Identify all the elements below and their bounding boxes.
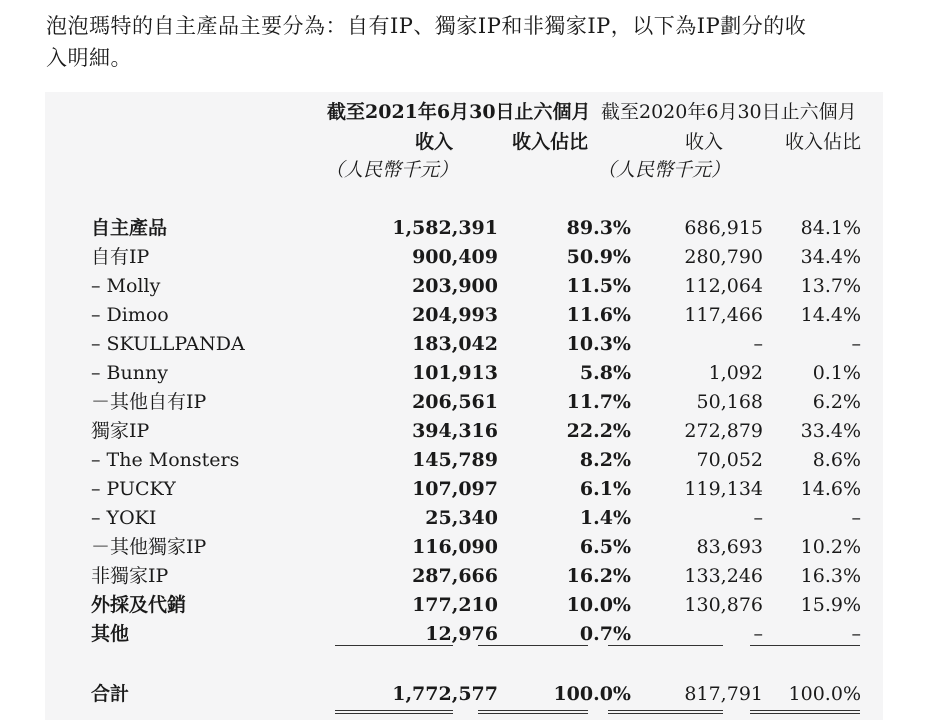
row-pct2021: 16.2% bbox=[566, 565, 631, 587]
row-rev2020: 686,915 bbox=[684, 217, 763, 239]
row-rev2021: 177,210 bbox=[412, 594, 498, 616]
row-label: 自有IP bbox=[91, 246, 150, 268]
table-row bbox=[45, 446, 883, 475]
row-rev2021: 900,409 bbox=[412, 246, 498, 268]
row-pct2021: 11.5% bbox=[566, 275, 631, 297]
row-label: – SKULLPANDA bbox=[91, 333, 245, 355]
total-pct2021: 100.0% bbox=[553, 683, 631, 705]
row-rev2020: 130,876 bbox=[684, 594, 763, 616]
row-pct2021: 8.2% bbox=[579, 449, 631, 471]
row-rev2021: 12,976 bbox=[425, 623, 498, 645]
table-row bbox=[45, 591, 883, 620]
row-label: – Molly bbox=[91, 275, 161, 297]
double-rule-rev2020 bbox=[608, 710, 723, 714]
row-rev2020: 1,092 bbox=[708, 362, 763, 384]
row-pct2020: 33.4% bbox=[800, 420, 861, 442]
header-unit-2020: （人民幣千元） bbox=[597, 159, 731, 181]
table-row bbox=[45, 504, 883, 533]
row-pct2020: 14.6% bbox=[800, 478, 861, 500]
row-pct2021: 6.1% bbox=[579, 478, 631, 500]
rule-pct2020 bbox=[750, 645, 860, 646]
row-pct2020: 6.2% bbox=[812, 391, 861, 413]
table-row bbox=[45, 475, 883, 504]
row-rev2020: – bbox=[753, 623, 763, 645]
row-rev2021: 107,097 bbox=[412, 478, 498, 500]
row-label: 其他 bbox=[91, 623, 130, 645]
row-pct2021: 10.0% bbox=[566, 594, 631, 616]
table-row bbox=[45, 214, 883, 243]
row-pct2021: 0.7% bbox=[579, 623, 631, 645]
row-rev2021: 116,090 bbox=[412, 536, 498, 558]
row-pct2020: 34.4% bbox=[800, 246, 861, 268]
row-label: – YOKI bbox=[91, 507, 157, 529]
double-rule-pct2020 bbox=[750, 710, 860, 714]
row-rev2021: 287,666 bbox=[412, 565, 498, 587]
table-row bbox=[45, 272, 883, 301]
double-rule-rev2021 bbox=[335, 710, 453, 714]
table-row bbox=[45, 359, 883, 388]
row-label: 非獨家IP bbox=[91, 565, 169, 587]
table-row bbox=[45, 533, 883, 562]
table-row bbox=[45, 417, 883, 446]
row-rev2021: 1,582,391 bbox=[392, 217, 498, 239]
row-pct2020: 14.4% bbox=[800, 304, 861, 326]
row-label: – Bunny bbox=[91, 362, 168, 384]
row-pct2021: 10.3% bbox=[566, 333, 631, 355]
rule-rev2021 bbox=[335, 645, 453, 646]
row-pct2020: – bbox=[851, 333, 861, 355]
total-rev2020: 817,791 bbox=[684, 683, 763, 705]
row-label: 外採及代銷 bbox=[91, 594, 187, 616]
row-pct2020: 10.2% bbox=[800, 536, 861, 558]
row-rev2020: 133,246 bbox=[684, 565, 763, 587]
row-rev2021: 183,042 bbox=[412, 333, 498, 355]
intro-line-2: 入明細。 bbox=[46, 46, 132, 70]
table-row bbox=[45, 330, 883, 359]
row-pct2020: 13.7% bbox=[800, 275, 861, 297]
table-row bbox=[45, 243, 883, 272]
row-rev2020: 70,052 bbox=[696, 449, 763, 471]
row-pct2021: 6.5% bbox=[579, 536, 631, 558]
row-rev2021: 206,561 bbox=[412, 391, 498, 413]
row-pct2020: – bbox=[851, 623, 861, 645]
header-unit-2021: （人民幣千元） bbox=[325, 159, 459, 181]
row-rev2020: 272,879 bbox=[684, 420, 763, 442]
header-revenue-2020: 收入 bbox=[684, 131, 723, 153]
row-label: 獨家IP bbox=[91, 420, 150, 442]
row-rev2021: 145,789 bbox=[412, 449, 498, 471]
row-label: －其他自有IP bbox=[91, 391, 207, 413]
header-revenue-2021: 收入 bbox=[414, 131, 453, 153]
header-share-2020: 收入佔比 bbox=[784, 131, 861, 153]
total-pct2020: 100.0% bbox=[788, 683, 861, 705]
row-rev2020: – bbox=[753, 507, 763, 529]
row-pct2021: 11.6% bbox=[566, 304, 631, 326]
header-period-2020: 截至2020年6月30日止六個月 bbox=[601, 101, 857, 123]
table-row bbox=[45, 388, 883, 417]
row-pct2020: 16.3% bbox=[800, 565, 861, 587]
row-pct2021: 50.9% bbox=[566, 246, 631, 268]
row-label: 自主產品 bbox=[91, 217, 168, 239]
total-rev2021: 1,772,577 bbox=[392, 683, 498, 705]
row-rev2020: 50,168 bbox=[696, 391, 763, 413]
row-rev2020: 119,134 bbox=[684, 478, 763, 500]
row-pct2021: 89.3% bbox=[566, 217, 631, 239]
total-row bbox=[45, 680, 883, 709]
row-pct2021: 22.2% bbox=[566, 420, 631, 442]
row-pct2020: 15.9% bbox=[800, 594, 861, 616]
row-pct2020: 8.6% bbox=[812, 449, 861, 471]
row-rev2020: 112,064 bbox=[684, 275, 763, 297]
rule-rev2020 bbox=[608, 645, 723, 646]
row-pct2020: 0.1% bbox=[812, 362, 861, 384]
row-rev2021: 101,913 bbox=[412, 362, 498, 384]
row-rev2020: 117,466 bbox=[684, 304, 763, 326]
rule-pct2021 bbox=[478, 645, 588, 646]
header-period-2021: 截至2021年6月30日止六個月 bbox=[327, 101, 591, 123]
row-label: – Dimoo bbox=[91, 304, 169, 326]
row-pct2021: 1.4% bbox=[579, 507, 631, 529]
total-label: 合計 bbox=[91, 683, 130, 705]
intro-line-1: 泡泡瑪特的自主產品主要分為：自有IP、獨家IP和非獨家IP，以下為IP劃分的收 bbox=[46, 14, 807, 38]
table-row bbox=[45, 301, 883, 330]
row-label: – The Monsters bbox=[91, 449, 240, 471]
revenue-table bbox=[45, 92, 883, 720]
row-rev2021: 204,993 bbox=[412, 304, 498, 326]
row-rev2021: 25,340 bbox=[425, 507, 498, 529]
row-rev2021: 203,900 bbox=[412, 275, 498, 297]
row-label: －其他獨家IP bbox=[91, 536, 207, 558]
row-label: – PUCKY bbox=[91, 478, 176, 500]
header-share-2021: 收入佔比 bbox=[511, 131, 588, 153]
row-pct2021: 11.7% bbox=[566, 391, 631, 413]
row-rev2021: 394,316 bbox=[412, 420, 498, 442]
row-rev2020: 280,790 bbox=[684, 246, 763, 268]
row-pct2020: – bbox=[851, 507, 861, 529]
row-rev2020: 83,693 bbox=[696, 536, 763, 558]
double-rule-pct2021 bbox=[478, 710, 588, 714]
intro-paragraph bbox=[46, 10, 876, 74]
row-pct2020: 84.1% bbox=[800, 217, 861, 239]
table-row bbox=[45, 562, 883, 591]
row-rev2020: – bbox=[753, 333, 763, 355]
row-pct2021: 5.8% bbox=[579, 362, 631, 384]
